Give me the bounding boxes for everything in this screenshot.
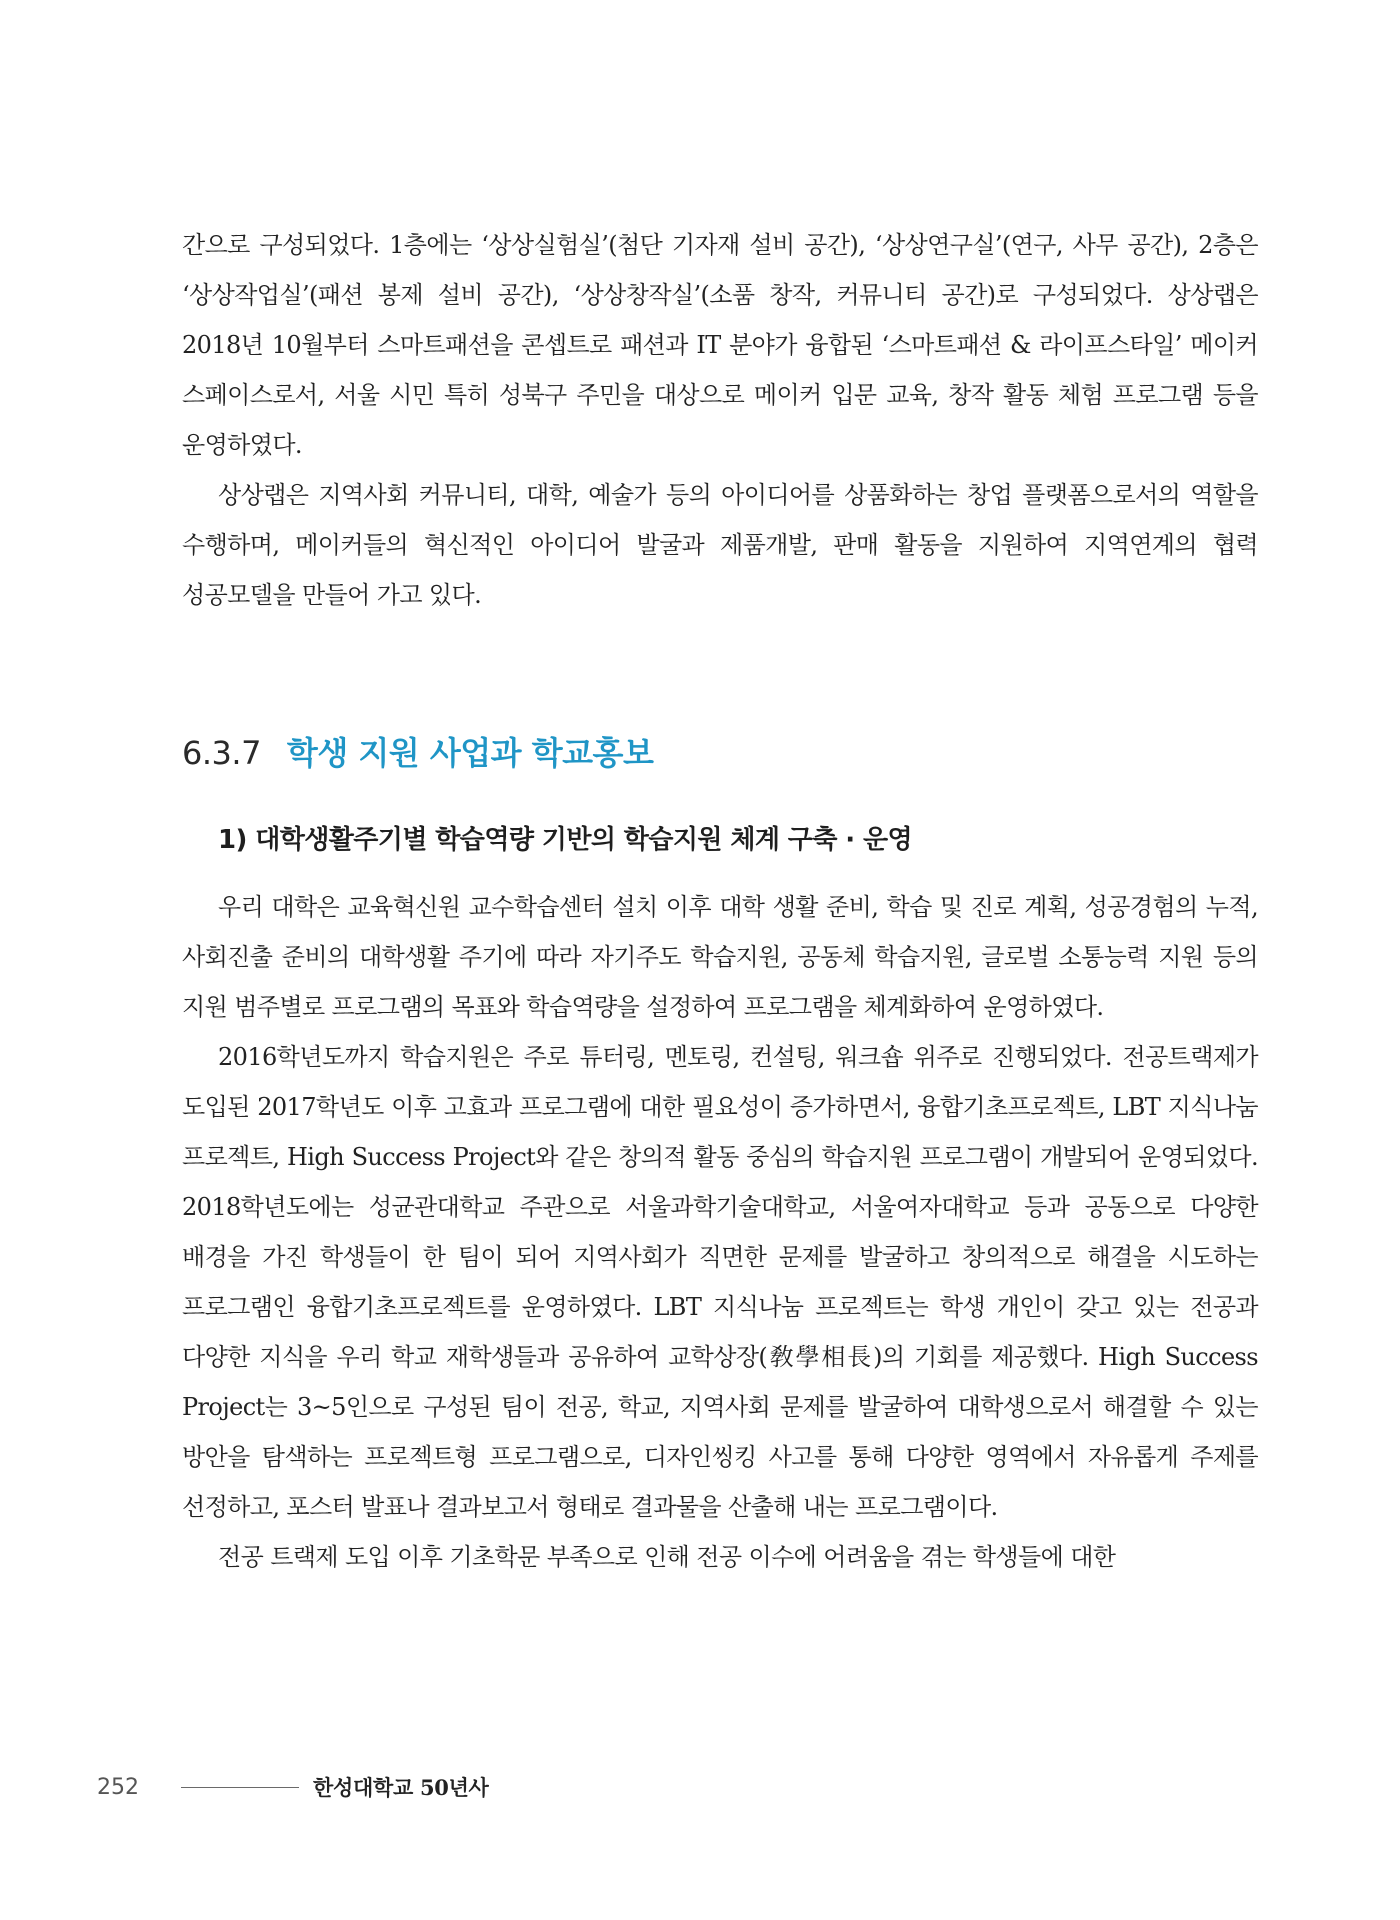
body-paragraph: 전공 트랙제 도입 이후 기초학문 부족으로 인해 전공 이수에 어려움을 겪는 학생들에 대한 — [218, 1543, 1116, 1571]
body-paragraph: 우리 대학은 교육혁신원 교수학습센터 설치 이후 대학 생활 준비, 학습 및 진로 계획, 성공경험의 누적, 사회진출 준비의 대학생활 주기에 따라 자기주도 학습지원, 공동체 학습지원, 글로벌 소통능력 지원 등의 지원 범주별로 프로그램의 목표와 학습역량을 설정하여 프로그램을 체계화하여 운영하였다. — [182, 893, 1258, 1021]
footer-divider — [181, 1787, 299, 1788]
section-title: 학생 지원 사업과 학교홍보 — [286, 734, 654, 772]
body-paragraph: 2016학년도까지 학습지원은 주로 튜터링, 멘토링, 컨설팅, 워크숍 위주로 진행되었다. 전공트랙제가 도입된 2017학년도 이후 고효과 프로그램에 대한 필요성이 증가하면서, 융합기초프로젝트, LBT 지식나눔 프로젝트, High Success Project와 같은 창의적 활동 중심의 학습지원 프로그램이 개발되어 운영되었다. 2018학년도에는 성균관대학교 주관으로 서울과학기술대학교, 서울여자대학교 등과 공동으로 다양한 배경을 가진 학생들이 한 팀이 되어 지역사회가 직면한 문제를 발굴하고 창의적으로 해결을 시도하는 프로그램인 융합기초프로젝트를 운영하였다. LBT 지식나눔 프로젝트는 학생 개인이 갖고 있는 전공과 다양한 지식을 우리 학교 재학생들과 공유하여 교학상장(敎學相長)의 기회를 제공했다. High Success Project는 3~5인으로 구성된 팀이 전공, 학교, 지역사회 문제를 발굴하여 대학생으로서 해결할 수 있는 방안을 탐색하는 프로젝트형 프로그램으로, 디자인씽킹 사고를 통해 다양한 영역에서 자유롭게 주제를 선정하고, 포스터 발표나 결과보고서 형태로 결과물을 산출해 내는 프로그램이다. — [182, 1043, 1258, 1521]
body-paragraph: 상상랩은 지역사회 커뮤니티, 대학, 예술가 등의 아이디어를 상품화하는 창업 플랫폼으로서의 역할을 수행하며, 메이커들의 혁신적인 아이디어 발굴과 제품개발, 판매 활동을 지원하여 지역연계의 협력 성공모델을 만들어 가고 있다. — [182, 481, 1258, 609]
section-number: 6.3.7 — [182, 734, 261, 772]
subsection-heading: 1) 대학생활주기별 학습역량 기반의 학습지원 체계 구축 · 운영 — [218, 825, 913, 855]
page-body — [182, 220, 1258, 1582]
section-heading — [182, 728, 1258, 778]
book-title: 한성대학교 50년사 — [313, 1775, 489, 1800]
body-paragraph: 간으로 구성되었다. 1층에는 ‘상상실험실’(첨단 기자재 설비 공간), ‘상상연구실’(연구, 사무 공간), 2층은 ‘상상작업실’(패션 봉제 설비 공간), ‘상상창작실’(소품 창작, 커뮤니티 공간)로 구성되었다. 상상랩은 2018년 10월부터 스마트패션을 콘셉트로 패션과 IT 분야가 융합된 ‘스마트패션 & 라이프스타일’ 메이커 스페이스로서, 서울 시민 특히 성북구 주민을 대상으로 메이커 입문 교육, 창작 활동 체험 프로그램 등을 운영하였다. — [182, 231, 1258, 459]
page-footer — [97, 1770, 489, 1804]
page-number: 252 — [97, 1774, 139, 1800]
